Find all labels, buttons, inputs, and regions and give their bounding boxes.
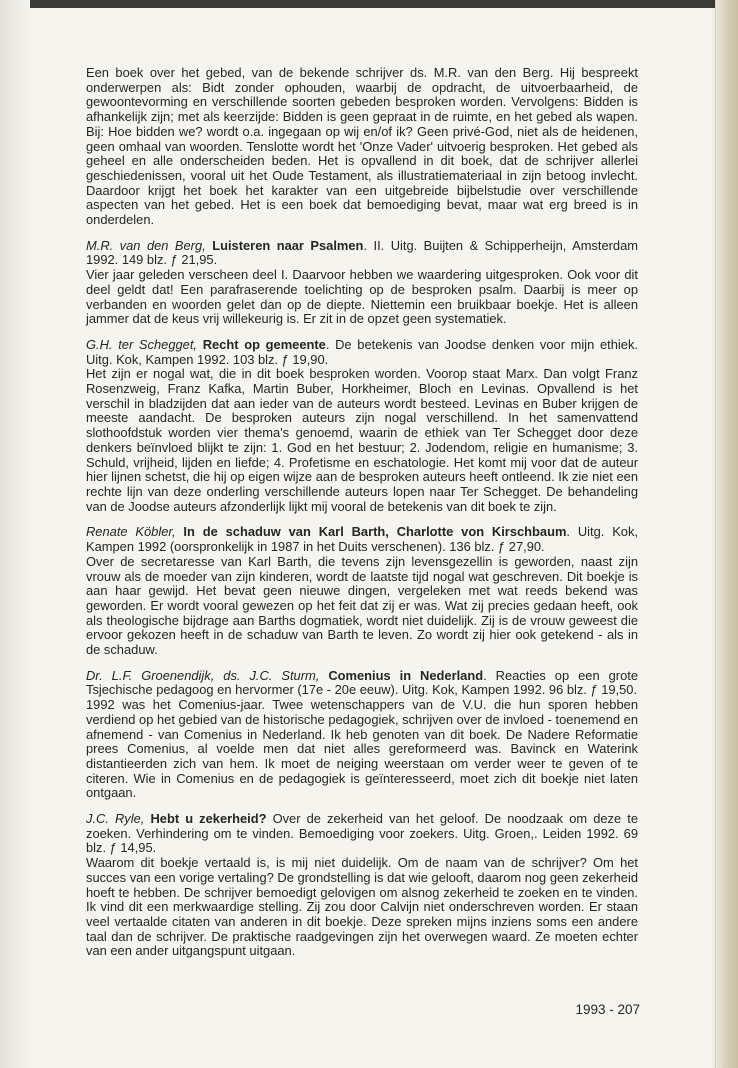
review-title: Luisteren naar Psalmen [212, 237, 364, 253]
review-author: J.C. Ryle, [86, 811, 145, 827]
review-body: Het zijn er nogal wat, die in dit boek besproken worden. Voorop staat Marx. Dan volgt Franz Rosenzweig, Franz Kafka, Martin Buber, Horkheimer, Bloch en Levinas. Opvallend is het verschil in bladzijden dat aan ieder van de auteurs wordt besteed. Levinas en Buber krijgen de meeste aandacht. De besproken auteurs zijn nogal verschillend. In het samenvattend slothoofdstuk worden vier thema's genoemd, waarin de ethiek van Ter Schegget door deze denkers beïnvloed blijkt te zijn: 1. God en het bestuur; 2. Jodendom, religie en humanisme; 3. Schuld, vrijheid, lijden en liefde; 4. Profetisme en eschatologie. Het komt mij voor dat de auteur hier lijnen schetst, die hij op eigen wijze aan de besproken auteurs heeft ontleend. Ik zie niet een rechte lijn van deze onderling verschillende auteurs lopen naar Ter Schegget. De behandeling van de Joodse auteurs afzonderlijk lijkt mij vooral de betekenis van dit boek te zijn. [86, 366, 638, 514]
review-5 [86, 812, 638, 959]
scan-top-border [0, 0, 738, 8]
review-1 [86, 239, 638, 327]
review-body: Waarom dit boekje vertaald is, is mij niet duidelijk. Om de naam van de schrijver? Om het succes van een vorige vertaling? De grondstelling is dat wie gelooft, daarom nog geen zekerheid hoeft te hebben. De schrijver bemoedigt gelovigen om alsnog zekerheid te zoeken en te vinden. Ik vind dit een merkwaardige stelling. Zij zou door Calvijn niet onderschreven worden. Er staan veel vertaalde citaten van anderen in dit boekje. Deze spreken mijns inziens soms een andere taal dan de schrijver. De praktische raadgevingen zijn het overwegen waard. Ze moeten echter van een ander uitgangspunt uitgaan. [86, 855, 638, 959]
review-details: . De betekenis van Joodse denken voor mijn ethiek. Uitg. Kok, Kampen 1992. 103 blz. ƒ 19,90. [86, 336, 638, 367]
review-author: Dr. L.F. Groenendijk, ds. J.C. Sturm, [86, 667, 320, 683]
review-heading [86, 668, 638, 698]
review-2 [86, 338, 638, 514]
review-heading [86, 238, 638, 268]
review-heading [86, 524, 638, 554]
review-body: 1992 was het Comenius-jaar. Twee wetenschappers van de V.U. die hun sporen hebben verdiend op het gebied van de historische pedagogiek, schrijven over de invloed - toenemend en afnemend - van Comenius in Nederland. Ik heb genoten van dit boek. De Nadere Reformatie prees Comenius, al voelde men dat niet alles gereformeerd was. Bavinck en Waterink distantieerden zich van hem. Ik moet de neiging weerstaan om verder weer te geven of te citeren. Wie in Comenius en de pedagogiek is geïnteresseerd, moet zich dit boekje niet laten ontgaan. [86, 697, 638, 801]
review-title: Recht op gemeente [202, 336, 326, 352]
review-heading [86, 337, 638, 367]
review-details: Over de zekerheid van het geloof. De noodzaak om deze te zoeken. Verhindering om te vinden. Bemoediging voor zoekers. Uitg. Groen,. Leiden 1992. 69 blz. ƒ 14,95. [86, 811, 638, 856]
review-author: M.R. van den Berg, [86, 237, 206, 253]
review-details: . II. Uitg. Buijten & Schipperheijn, Amsterdam 1992. 149 blz. ƒ 21,95. [86, 237, 638, 268]
review-title: In de schaduw van Karl Barth, Charlotte von Kirschbaum [183, 524, 567, 540]
review-body: Over de secretaresse van Karl Barth, die tevens zijn levensgezellin is geworden, naast zijn vrouw als de moeder van zijn kinderen, wordt de laatste tijd nogal wat geschreven. Dit boekje is aan haar gewijd. Het bevat geen nieuwe dingen, vergeleken met wat reeds bekend was geworden. Er wordt vooral gewezen op het feit dat zij er was. Wat zij precies gedaan heeft, ook als theologische bijdrage aan Barths dogmatiek, wordt niet duidelijk. Zij is de vrouw geweest die ervoor gekozen heeft in de schaduw van Barth te leven. Zo wordt zij hier ook getekend - als in de schaduw. [86, 553, 638, 658]
review-title: Comenius in Nederland [328, 667, 484, 683]
review-3 [86, 525, 638, 657]
review-title: Hebt u zekerheid? [150, 811, 267, 827]
review-details: . Uitg. Kok, Kampen 1992 (oorspronkelijk in 1987 in het Duits verschenen). 136 blz. ƒ 27,90. [86, 524, 639, 555]
review-details: . Reacties op een grote Tsjechische pedagoog en hervormer (17e - 20e eeuw). Uitg. Kok, Kampen 1992. 96 blz. ƒ 19,50. [86, 667, 638, 698]
scan-left-edge [0, 0, 30, 1068]
review-heading [86, 811, 638, 855]
review-author: G.H. ter Schegget, [86, 336, 197, 352]
book-page-edge [715, 0, 738, 1068]
page-number: 1993 - 207 [575, 1002, 640, 1017]
review-body: Vier jaar geleden verscheen deel I. Daarvoor hebben we waardering uitgesproken. Ook voor dit deel geldt dat! Een parafraserende toelichting op de besproken psalm. Daarbij is meer op verbanden en woorden gelet dan op de diepte. Niettemin een bruikbaar boekje. Het is alleen jammer dat de keus vrij willekeurig is. Er zit in de opzet geen systematiek. [86, 267, 638, 327]
page-text [86, 66, 638, 970]
review-author: Renate Köbler, [86, 524, 176, 540]
intro-paragraph: Een boek over het gebed, van de bekende schrijver ds. M.R. van den Berg. Hij bespreekt onderwerpen als: Bidt zonder ophouden, waarbij de opdracht, de uitvoerbaarheid, de gewoontevorming en verschillende soorten gebeden besproken worden. Vervolgens: Bidden is afhankelijk zijn; met als keerzijde: Bidden is geen gepraat in de ruimte, en het gebed als wapen. Bij: Hoe bidden we? wordt o.a. ingegaan op wij en/of ik? Geen privé-God, niet als de heidenen, geen omhaal van woorden. Tenslotte wordt het 'Onze Vader' uitvoerig besproken. Het gebed als geheel en alle onderscheiden beden. Het is opvallend in dit boek, dat de schrijver allerlei geschiedenissen, vooral uit het Oude Testament, als illustratiemateriaal in zijn betoog invlecht. Daardoor krijgt het boek het karakter van een uitgebreide bijbelstudie over verschillende aspecten van het gebed. Het is een boek dat bemoediging bevat, maar wat erg breed is in onderdelen. [86, 65, 638, 228]
review-4 [86, 669, 638, 801]
